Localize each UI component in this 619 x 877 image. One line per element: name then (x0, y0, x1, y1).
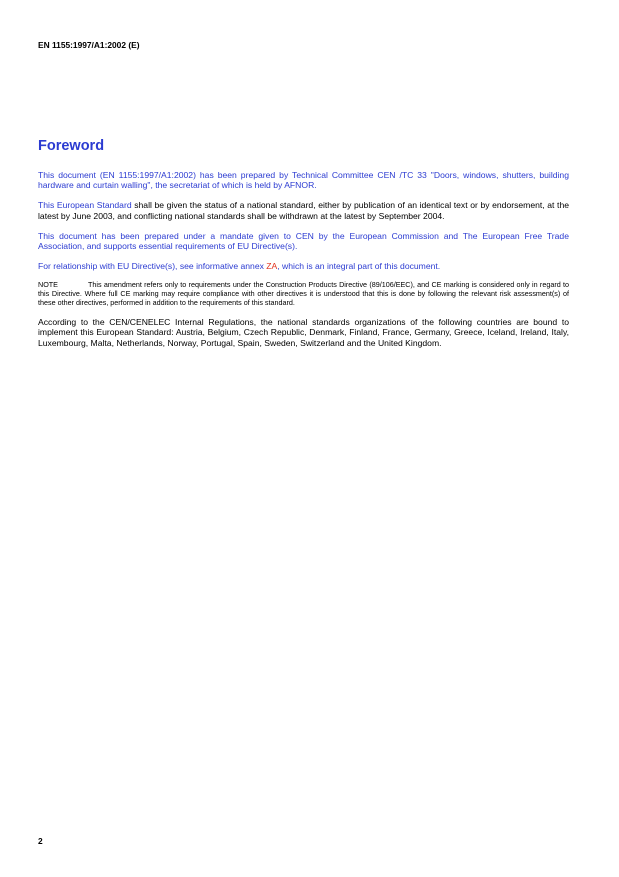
paragraph-status (38, 200, 569, 220)
note (38, 281, 569, 307)
note-label: NOTE (38, 280, 58, 290)
paragraph-relationship (38, 261, 569, 271)
relationship-text-a: For relationship with EU Directive(s), see informative annex (38, 261, 267, 272)
paragraph-prepared-by: This document (EN 1155:1997/A1:2002) has been prepared by Technical Committee CEN /TC 33 "Doors, windows, shutters, building hardware and curtain walling", the secretariat of which is held by AFNOR. (38, 170, 569, 191)
european-standard-link: This European Standard (38, 200, 132, 211)
page-title: Foreword (38, 138, 105, 154)
paragraph-countries: According to the CEN/CENELEC Internal Regulations, the national standards organizations of the following countries are bound to implement this European Standard: Austria, Belgium, Czech Republic, Denmark, Finland, France, Germany, Greece, Iceland, Ireland, Italy, Luxembourg, Malta, Netherlands, Norway, Portugal, Spain, Sweden, Switzerland and the United Kingdom. (38, 317, 569, 348)
paragraph-status-text: shall be given the status of a national standard, either by publication of an identical text or by endorsement, at the latest by June 2003, and conflicting national standards shall be withdrawn at the latest by September 2004. (38, 200, 569, 221)
relationship-text-b: , which is an integral part of this document. (277, 261, 441, 272)
foreword-body (38, 170, 569, 358)
page-number: 2 (38, 836, 43, 846)
document-id-header: EN 1155:1997/A1:2002 (E) (38, 40, 140, 50)
annex-za-link[interactable]: ZA (266, 261, 278, 272)
note-text: This amendment refers only to requirements under the Construction Products Directive (89/106/EEC), and CE marking is considered only in regard to this Directive. Where full CE marking may require compliance with other directives it is understood that this is done by following the relevant risk assessment(s) of these other directives, performed in addition to the requirements of this standard. (38, 280, 569, 307)
paragraph-mandate: This document has been prepared under a mandate given to CEN by the European Commission and The European Free Trade Association, and supports essential requirements of EU Directive(s). (38, 230, 569, 252)
